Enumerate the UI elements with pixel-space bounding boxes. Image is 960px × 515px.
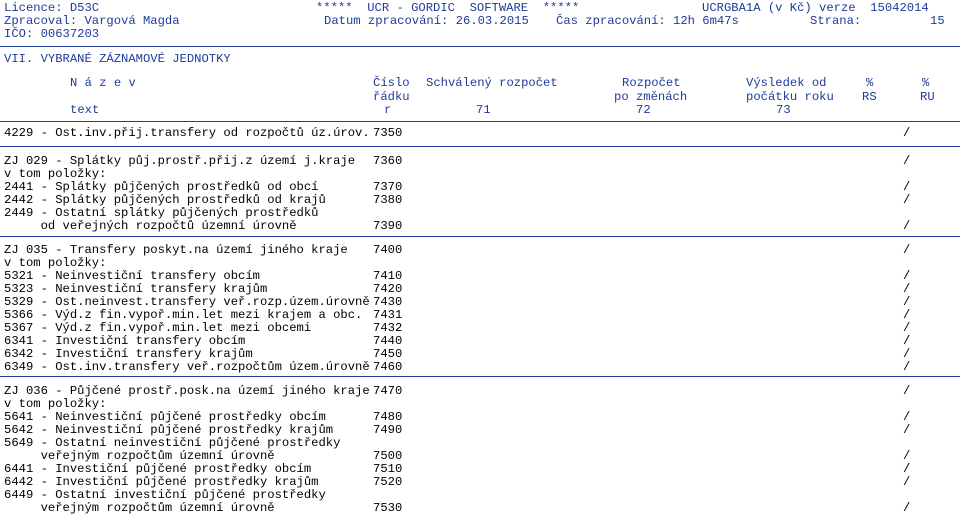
- row-name: 6449 - Ostatní investiční půjčené prostředky: [4, 488, 326, 502]
- strana-value: 15: [930, 14, 945, 28]
- group-divider: [0, 376, 960, 377]
- row-name: 6442 - Investiční půjčené prostředky krajům: [4, 475, 319, 489]
- col-schvaleny: Schválený rozpočet: [426, 76, 558, 90]
- row-ratio: /: [903, 423, 911, 437]
- report-id: UCRGBA1A (v Kč) verze 15042014: [702, 1, 929, 15]
- col-po-zmenach: po změnách: [614, 90, 688, 104]
- row-code: 7410: [373, 269, 403, 283]
- group-divider: [0, 146, 960, 147]
- row-name: v tom položky:: [4, 256, 107, 270]
- row-ratio: /: [903, 219, 911, 233]
- row-name: 5367 - Výd.z fin.vypoř.min.let mezi obcemi: [4, 321, 312, 335]
- row-ratio: /: [903, 347, 911, 361]
- row-code: 7350: [373, 126, 403, 140]
- row-ratio: /: [903, 475, 911, 489]
- row-ratio: /: [903, 295, 911, 309]
- row-code: 7440: [373, 334, 403, 348]
- col-radku: řádku: [373, 90, 410, 104]
- row-name: 5323 - Neinvestiční transfery krajům: [4, 282, 268, 296]
- row-code: 7420: [373, 282, 403, 296]
- row-ratio: /: [903, 334, 911, 348]
- row-code: 7360: [373, 154, 403, 168]
- row-ratio: /: [903, 449, 911, 463]
- row-name: veřejným rozpočtům územní úrovně: [4, 449, 275, 463]
- row-name: 2442 - Splátky půjčených prostředků od krajů: [4, 193, 326, 207]
- row-code: 7400: [373, 243, 403, 257]
- row-code: 7450: [373, 347, 403, 361]
- row-ratio: /: [903, 282, 911, 296]
- col-73: 73: [776, 103, 791, 117]
- row-name: v tom položky:: [4, 397, 107, 411]
- col-pct-ru: %: [922, 76, 930, 90]
- col-cislo: Číslo: [373, 76, 410, 90]
- row-name: 5641 - Neinvestiční půjčené prostředky obcím: [4, 410, 326, 424]
- datum-zpracovani: Datum zpracování: 26.03.2015: [324, 14, 529, 28]
- row-name: 2441 - Splátky půjčených prostředků od obcí: [4, 180, 319, 194]
- ico: IČO: 00637203: [4, 27, 100, 41]
- row-name: 4229 - Ost.inv.přij.transfery od rozpočtů úz.úrov.: [4, 126, 370, 140]
- row-ratio: /: [903, 193, 911, 207]
- zpracoval: Zpracoval: Vargová Magda: [4, 14, 180, 28]
- row-ratio: /: [903, 269, 911, 283]
- row-name: ZJ 035 - Transfery poskyt.na území jiného kraje: [4, 243, 348, 257]
- row-name: 6342 - Investiční transfery krajům: [4, 347, 253, 361]
- row-ratio: /: [903, 154, 911, 168]
- row-name: v tom položky:: [4, 167, 107, 181]
- row-code: 7460: [373, 360, 403, 374]
- col-rs: RS: [862, 90, 877, 104]
- header-divider-bottom: [0, 121, 960, 122]
- col-pct-rs: %: [866, 76, 874, 90]
- row-code: 7432: [373, 321, 403, 335]
- col-72: 72: [636, 103, 651, 117]
- row-name: 5366 - Výd.z fin.vypoř.min.let mezi krajem a obc.: [4, 308, 363, 322]
- row-name: ZJ 029 - Splátky půj.prostř.přij.z území j.kraje: [4, 154, 356, 168]
- row-ratio: /: [903, 360, 911, 374]
- row-name: ZJ 036 - Půjčené prostř.posk.na území jiného kraje: [4, 384, 370, 398]
- row-ratio: /: [903, 308, 911, 322]
- row-code: 7470: [373, 384, 403, 398]
- row-ratio: /: [903, 410, 911, 424]
- strana-label: Strana:: [810, 14, 862, 28]
- row-code: 7480: [373, 410, 403, 424]
- row-name: 5649 - Ostatní neinvestiční půjčené prostředky: [4, 436, 341, 450]
- row-code: 7390: [373, 219, 403, 233]
- group-divider: [0, 236, 960, 237]
- col-pocatku: počátku roku: [746, 90, 834, 104]
- software-name: ***** UCR - GORDIC SOFTWARE *****: [316, 1, 580, 15]
- header-divider-top: [0, 46, 960, 47]
- row-code: 7431: [373, 308, 403, 322]
- section-title: VII. VYBRANÉ ZÁZNAMOVÉ JEDNOTKY: [4, 52, 231, 66]
- row-name: 6349 - Ost.inv.transfery veř.rozpočtům územ.úrovně: [4, 360, 370, 374]
- row-code: 7530: [373, 501, 403, 515]
- row-ratio: /: [903, 384, 911, 398]
- licence: Licence: D53C: [4, 1, 100, 15]
- col-vysledek: Výsledek od: [746, 76, 827, 90]
- row-code: 7370: [373, 180, 403, 194]
- row-ratio: /: [903, 243, 911, 257]
- row-name: 6441 - Investiční půjčené prostředky obcím: [4, 462, 312, 476]
- row-code: 7500: [373, 449, 403, 463]
- cas-zpracovani: Čas zpracování: 12h 6m47s: [556, 14, 739, 28]
- row-name: veřejným rozpočtům územní úrovně: [4, 501, 275, 515]
- row-name: 6341 - Investiční transfery obcím: [4, 334, 246, 348]
- row-ratio: /: [903, 180, 911, 194]
- row-ratio: /: [903, 126, 911, 140]
- row-ratio: /: [903, 321, 911, 335]
- row-name: 5642 - Neinvestiční půjčené prostředky krajům: [4, 423, 334, 437]
- row-code: 7490: [373, 423, 403, 437]
- col-ru: RU: [920, 90, 935, 104]
- col-71: 71: [476, 103, 491, 117]
- col-rozpocet: Rozpočet: [622, 76, 681, 90]
- col-nazev: N á z e v: [70, 76, 136, 90]
- col-text: text: [70, 103, 100, 117]
- row-code: 7380: [373, 193, 403, 207]
- row-code: 7510: [373, 462, 403, 476]
- row-ratio: /: [903, 501, 911, 515]
- row-name: od veřejných rozpočtů územní úrovně: [4, 219, 297, 233]
- row-name: 2449 - Ostatní splátky půjčených prostředků: [4, 206, 319, 220]
- row-code: 7430: [373, 295, 403, 309]
- row-code: 7520: [373, 475, 403, 489]
- col-r: r: [384, 103, 392, 117]
- row-ratio: /: [903, 462, 911, 476]
- row-name: 5329 - Ost.neinvest.transfery veř.rozp.územ.úrovně: [4, 295, 370, 309]
- row-name: 5321 - Neinvestiční transfery obcím: [4, 269, 260, 283]
